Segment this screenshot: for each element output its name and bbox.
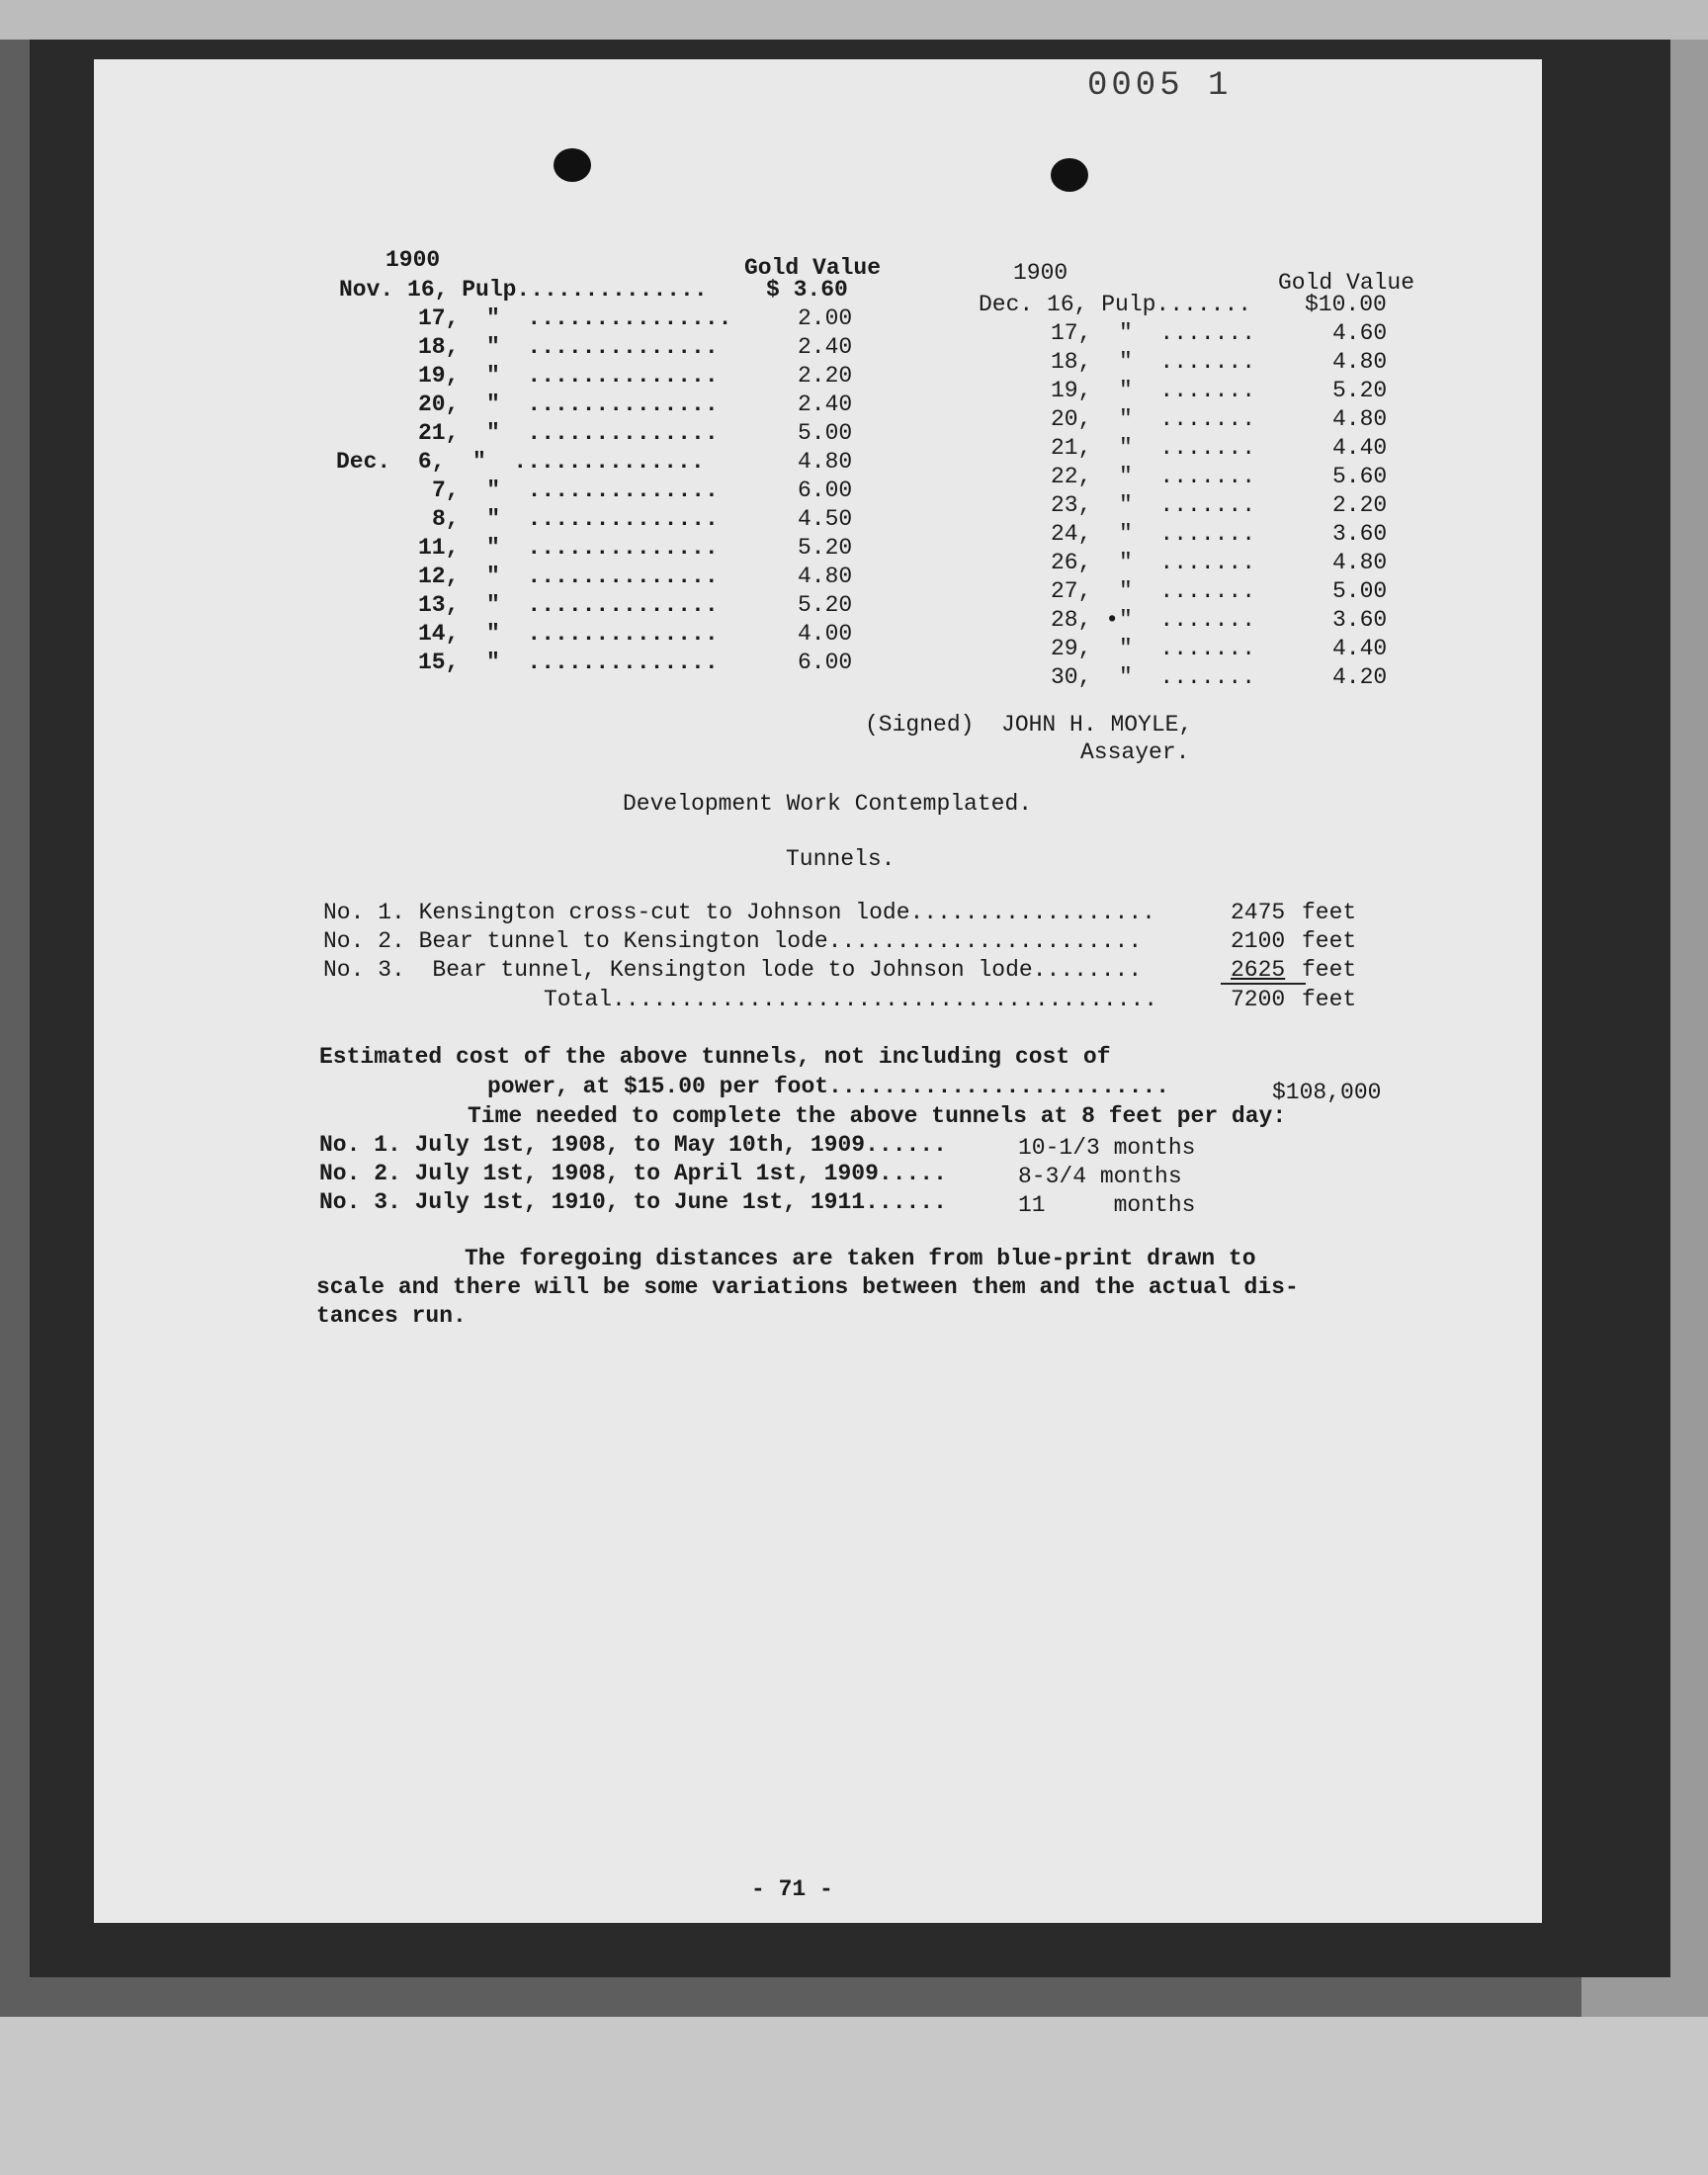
tunnel-total-length: 7200 [1231,987,1286,1012]
left-row-date: 20, " .............. [418,392,719,417]
right-row-date: 29, " ....... [1051,636,1256,661]
left-row-value: 4.80 [798,449,853,475]
left-row-date: Dec. 6, " .............. [336,449,705,475]
left-row-date: 13, " .............. [418,592,719,618]
time-duration: 8-3/4 months [1018,1164,1182,1189]
punch-hole-left [554,148,591,182]
left-row-date: 12, " .............. [418,564,719,589]
tunnel-unit: feet [1302,928,1357,954]
cost-amount: $108,000 [1272,1080,1382,1105]
punch-hole-right [1051,158,1088,192]
right-row-value: 2.20 [1332,492,1388,518]
tunnel-total-unit: feet [1302,987,1357,1012]
left-row-value: 4.50 [798,506,853,532]
left-row-date: 15, " .............. [418,650,719,675]
right-row-date: 30, " ....... [1051,664,1256,690]
left-row-value: 5.20 [798,535,853,561]
page-stamp: 0005 1 [1087,67,1233,105]
right-row-value: 3.60 [1332,521,1388,547]
left-row-date: 21, " .............. [418,420,719,446]
right-row-date: 21, " ....... [1051,435,1256,461]
left-row-date: 8, " .............. [432,506,719,532]
right-row-value: 3.60 [1332,607,1388,633]
left-row-date: 7, " .............. [432,478,719,503]
section-heading: Development Work Contemplated. [623,791,1033,817]
right-row-value: 5.20 [1332,378,1388,403]
left-table-header: Gold Value [744,255,882,281]
scan-edge-top [0,0,1708,40]
time-intro: Time needed to complete the above tunnels at 8 feet per day: [468,1103,1287,1129]
page-number: - 71 - [751,1876,833,1902]
left-row-value: 2.40 [798,334,853,360]
left-row-value: 4.00 [798,621,853,647]
left-row-date: 18, " .............. [418,334,719,360]
right-row-value: 4.80 [1332,550,1388,575]
signature-line: (Signed) JOHN H. MOYLE, [865,712,1193,738]
section-subheading: Tunnels. [786,846,896,872]
time-duration: 11 months [1018,1192,1196,1218]
right-table-header: Gold Value [1278,270,1415,296]
right-row-date: 26, " ....... [1051,550,1256,575]
left-row-value: 6.00 [798,478,853,503]
tunnel-length: 2625 [1231,957,1286,983]
right-row-value: 4.20 [1332,664,1388,690]
scan-edge-bottom [0,2017,1708,2175]
right-row-date: 17, " ....... [1051,320,1256,346]
left-row-date: 11, " .............. [418,535,719,561]
right-row-date: 28, •" ....... [1051,607,1256,633]
cost-line-rate: power, at $15.00 per foot......................... [487,1074,1170,1099]
tunnel-length: 2475 [1231,900,1286,925]
note-line: The foregoing distances are taken from blue-print drawn to [465,1246,1256,1271]
right-row-date: 24, " ....... [1051,521,1256,547]
signature-title: Assayer. [1080,740,1190,765]
right-row-date: 19, " ....... [1051,378,1256,403]
left-table-year: 1900 [385,247,441,273]
right-row-date: 22, " ....... [1051,464,1256,489]
left-row-date: 17, " ............... [418,305,732,331]
total-rule [1221,983,1306,985]
right-row-value: 4.40 [1332,636,1388,661]
right-row-value: 4.80 [1332,406,1388,432]
document-page [94,59,1542,1923]
note-line: tances run. [316,1303,467,1329]
time-row: No. 2. July 1st, 1908, to April 1st, 1909..... [319,1161,947,1186]
right-table-year: 1900 [1013,260,1068,286]
left-row-value: 2.20 [798,363,853,389]
left-row-date: 19, " .............. [418,363,719,389]
right-row-date: Dec. 16, Pulp....... [979,292,1252,317]
time-row: No. 1. July 1st, 1908, to May 10th, 1909...... [319,1132,947,1158]
left-row-value: 2.00 [798,305,853,331]
tunnel-length: 2100 [1231,928,1286,954]
tunnel-description: No. 2. Bear tunnel to Kensington lode....................... [323,928,1143,954]
note-line: scale and there will be some variations between them and the actual dis- [316,1274,1299,1300]
cost-line: Estimated cost of the above tunnels, not including cost of [319,1044,1111,1070]
right-row-value: 5.60 [1332,464,1388,489]
tunnel-unit: feet [1302,957,1357,983]
left-row-value: 2.40 [798,392,853,417]
left-row-value: 6.00 [798,650,853,675]
right-row-date: 27, " ....... [1051,578,1256,604]
left-row-date: 14, " .............. [418,621,719,647]
tunnel-total-label: Total........................................ [544,987,1158,1012]
right-row-value: 4.80 [1332,349,1388,375]
time-duration: 10-1/3 months [1018,1135,1196,1161]
left-row-value: 4.80 [798,564,853,589]
right-row-value: 4.40 [1332,435,1388,461]
tunnel-description: No. 3. Bear tunnel, Kensington lode to Johnson lode........ [323,957,1143,983]
tunnel-description: No. 1. Kensington cross-cut to Johnson lode.................. [323,900,1155,925]
right-row-date: 18, " ....... [1051,349,1256,375]
right-row-value: $10.00 [1305,292,1387,317]
time-row: No. 3. July 1st, 1910, to June 1st, 1911...... [319,1189,947,1215]
left-row-value: $ 3.60 [766,277,848,303]
left-row-value: 5.00 [798,420,853,446]
right-row-date: 23, " ....... [1051,492,1256,518]
right-row-value: 5.00 [1332,578,1388,604]
left-row-value: 5.20 [798,592,853,618]
left-row-date: Nov. 16, Pulp.............. [339,277,708,303]
right-row-value: 4.60 [1332,320,1388,346]
right-row-date: 20, " ....... [1051,406,1256,432]
tunnel-unit: feet [1302,900,1357,925]
